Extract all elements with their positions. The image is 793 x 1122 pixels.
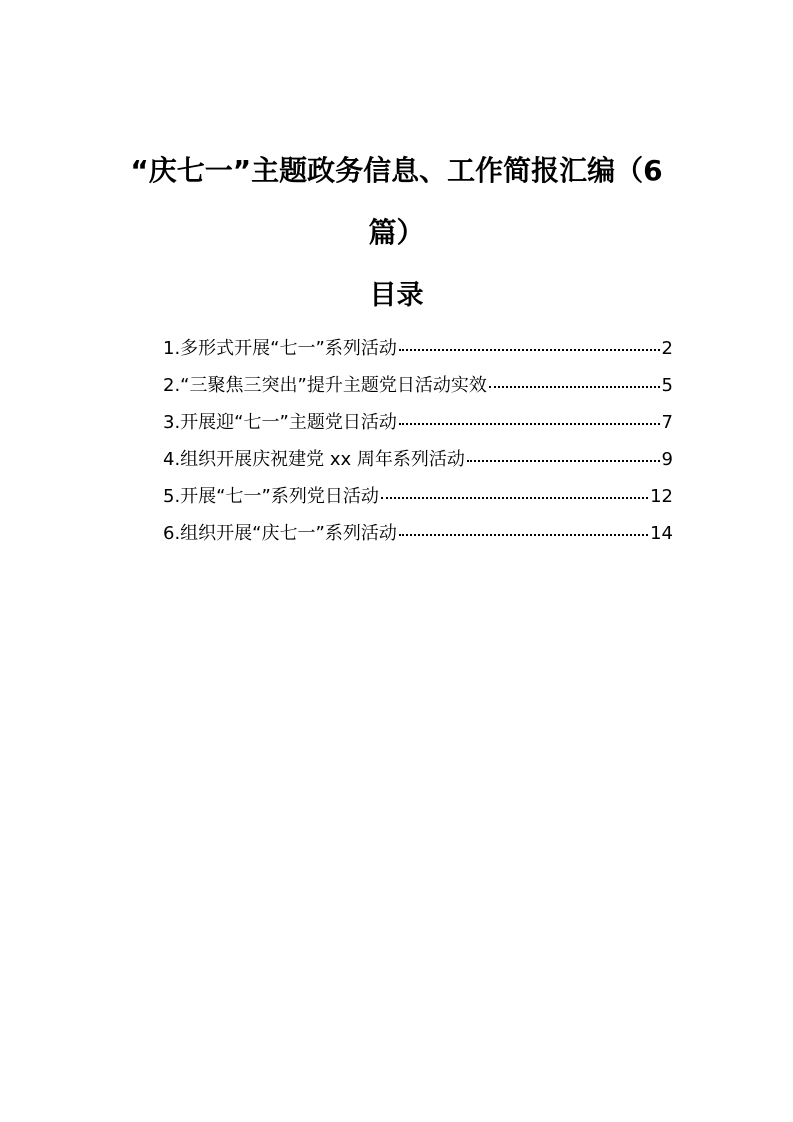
toc-entry-text: 3.开展迎“七一”主题党日活动 xyxy=(163,412,397,433)
document-title-line-2: 篇） xyxy=(368,216,425,249)
toc-entry[interactable] xyxy=(163,408,673,445)
toc-entry[interactable] xyxy=(163,482,673,519)
toc-dot-leader xyxy=(489,386,660,388)
toc-dot-leader xyxy=(399,534,648,536)
toc-entry[interactable] xyxy=(163,445,673,482)
toc-entry-page: 2 xyxy=(661,338,673,359)
toc-entry-text: 4.组织开展庆祝建党 xx 周年系列活动 xyxy=(163,449,465,470)
toc-entry-page: 9 xyxy=(661,449,673,470)
toc-entry-page: 14 xyxy=(650,523,673,544)
toc-dot-leader xyxy=(399,423,660,425)
toc-entry[interactable] xyxy=(163,371,673,408)
toc-entry-page: 7 xyxy=(661,412,673,433)
toc-entry-page: 12 xyxy=(650,486,673,507)
toc-entry-text: 5.开展“七一”系列党日活动 xyxy=(163,486,379,507)
toc-entry[interactable] xyxy=(163,519,673,556)
document-title xyxy=(100,140,693,264)
toc-entry[interactable] xyxy=(163,334,673,371)
toc-dot-leader xyxy=(467,460,660,462)
toc-dot-leader xyxy=(381,497,648,499)
toc-dot-leader xyxy=(399,349,660,351)
toc-entry-text: 2.“三聚焦三突出”提升主题党日活动实效 xyxy=(163,375,487,396)
toc-entry-page: 5 xyxy=(661,375,673,396)
toc-heading: 目录 xyxy=(369,280,424,311)
toc-entry-text: 1.多形式开展“七一”系列活动 xyxy=(163,338,397,359)
document-title-line-1: “庆七一”主题政务信息、工作简报汇编（6 xyxy=(130,154,663,187)
table-of-contents xyxy=(163,334,673,556)
toc-entry-text: 6.组织开展“庆七一”系列活动 xyxy=(163,523,397,544)
